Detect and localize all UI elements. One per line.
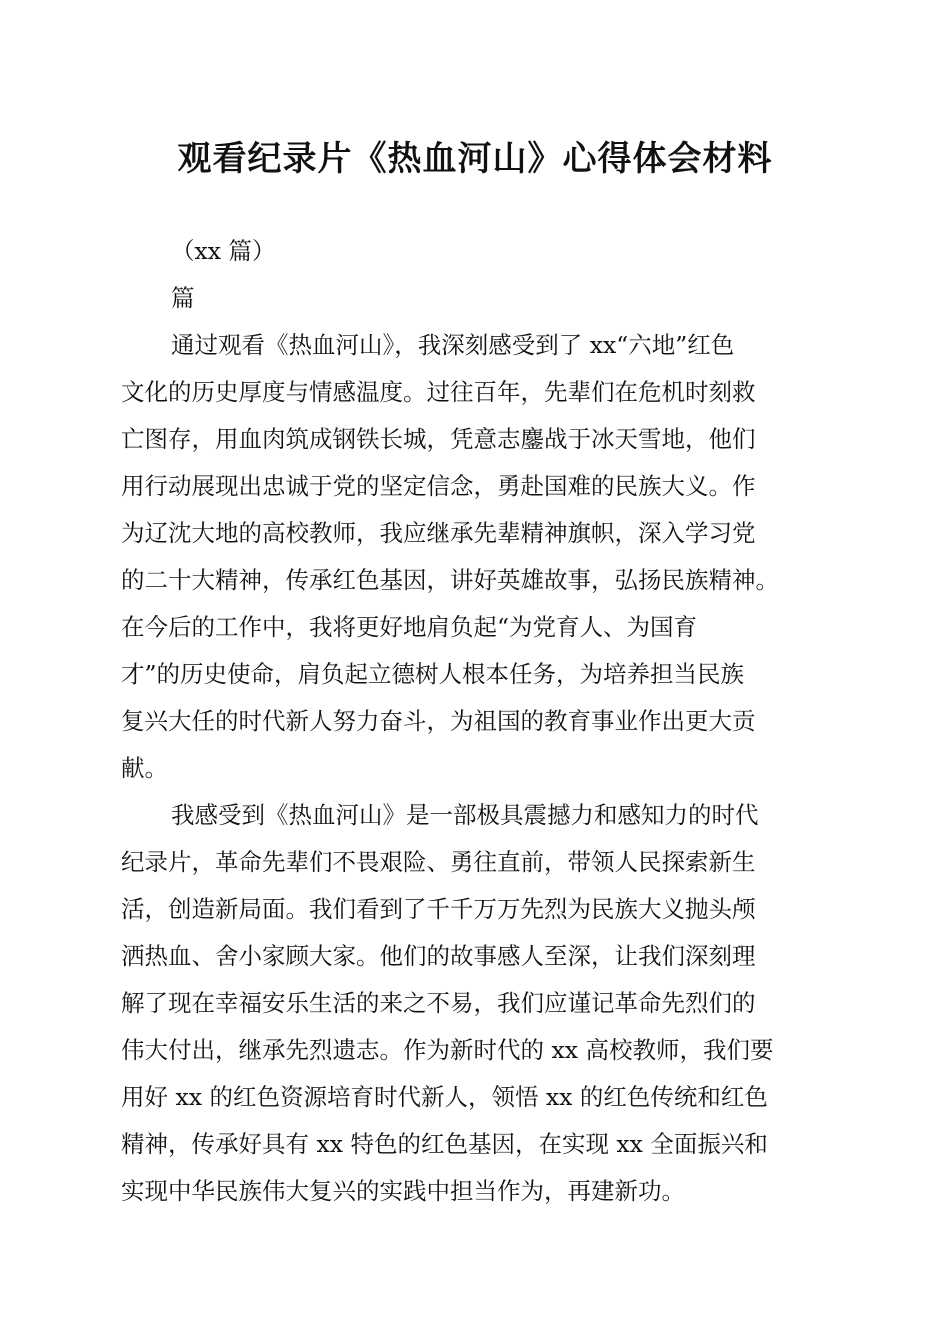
paragraph-line: 解了现在幸福安乐生活的来之不易，我们应谨记革命先烈们的 <box>121 989 756 1017</box>
paragraph-line: 在今后的工作中，我将更好地肩负起“为党育人、为国育 <box>121 613 698 641</box>
paragraph-line: 伟大付出，继承先烈遗志。作为新时代的 xx 高校教师，我们要 <box>121 1036 774 1064</box>
paragraph-line: 才”的历史使命，肩负起立德树人根本任务，为培养担当民族 <box>121 660 745 688</box>
paragraph-line: 的二十大精神，传承红色基因，讲好英雄故事，弘扬民族精神。 <box>121 566 779 594</box>
paragraph-2 <box>121 792 826 1215</box>
paragraph-line: 用好 xx 的红色资源培育时代新人，领悟 xx 的红色传统和红色 <box>121 1083 768 1111</box>
paragraph-1 <box>121 322 826 792</box>
section-label: 篇 <box>171 284 195 312</box>
paragraph-line: 复兴大任的时代新人努力奋斗，为祖国的教育事业作出更大贡 <box>121 707 756 735</box>
paragraph-line: 为辽沈大地的高校教师，我应继承先辈精神旗帜，深入学习党 <box>121 519 756 547</box>
paragraph-line: 通过观看《热血河山》，我深刻感受到了 xx“六地”红色 <box>171 331 735 359</box>
paragraph-line: 我感受到《热血河山》是一部极具震撼力和感知力的时代 <box>171 801 759 829</box>
subtitle: （xx 篇） <box>171 237 276 265</box>
document-title: 观看纪录片《热血河山》心得体会材料 <box>177 139 773 179</box>
paragraph-line: 纪录片，革命先辈们不畏艰险、勇往直前，带领人民探索新生 <box>121 848 756 876</box>
paragraph-line: 献。 <box>121 754 168 782</box>
paragraph-line: 用行动展现出忠诚于党的坚定信念，勇赴国难的民族大义。作 <box>121 472 756 500</box>
paragraph-line: 精神，传承好具有 xx 特色的红色基因，在实现 xx 全面振兴和 <box>121 1130 768 1158</box>
paragraph-line: 活，创造新局面。我们看到了千千万万先烈为民族大义抛头颅 <box>121 895 756 923</box>
paragraph-line: 亡图存，用血肉筑成钢铁长城，凭意志鏖战于冰天雪地，他们 <box>121 425 756 453</box>
paragraph-line: 实现中华民族伟大复兴的实践中担当作为，再建新功。 <box>121 1177 685 1205</box>
document-body <box>121 228 826 1215</box>
paragraph-line: 文化的历史厚度与情感温度。过往百年，先辈们在危机时刻救 <box>121 378 756 406</box>
paragraph-line: 洒热血、舍小家顾大家。他们的故事感人至深，让我们深刻理 <box>121 942 756 970</box>
